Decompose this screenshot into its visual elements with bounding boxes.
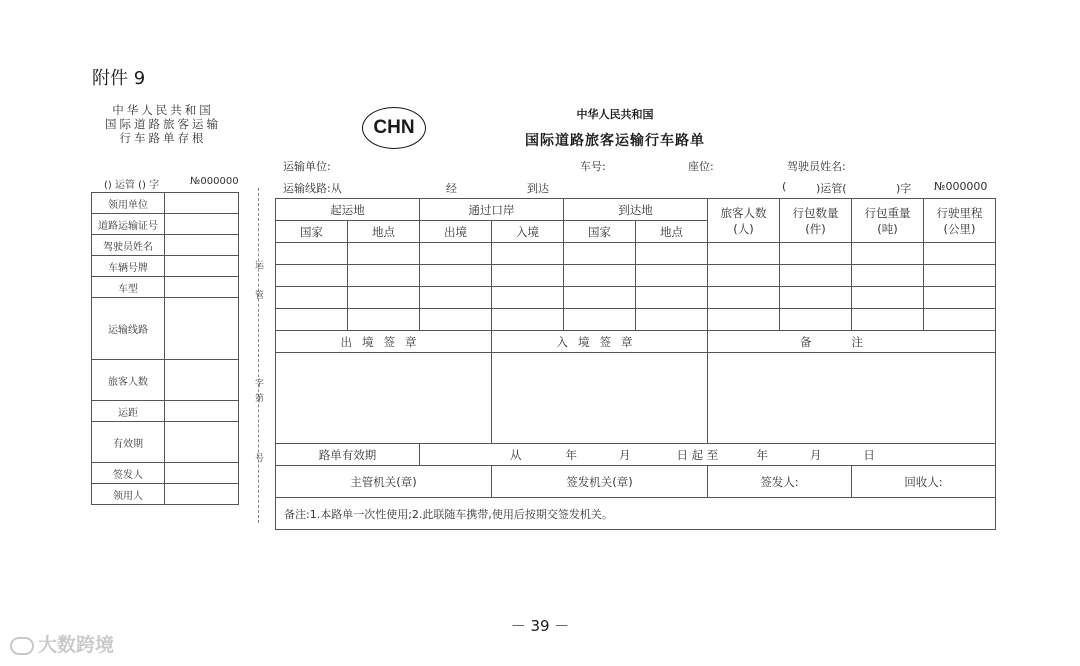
stub-row-label: 驾驶员姓名 xyxy=(92,235,165,256)
header-origin: 起运地 xyxy=(276,199,420,221)
header-passengers-label: 旅客人数 xyxy=(720,205,767,220)
subheader-country: 国家 xyxy=(564,221,636,243)
subheader-country: 国家 xyxy=(276,221,348,243)
to-label: 到达 xyxy=(527,182,549,195)
header-passengers-unit: (人) xyxy=(733,221,754,236)
admin-zi: )字 xyxy=(896,182,912,195)
table-row xyxy=(276,309,996,331)
country-name: 中华人民共和国 xyxy=(576,108,654,121)
vertical-char-yun: 运 xyxy=(255,261,265,271)
remarks-label: 备注 xyxy=(708,331,996,353)
stub-title-line-2: 国际道路旅客运输 xyxy=(105,117,221,131)
subheader-place: 地点 xyxy=(636,221,708,243)
stub-row-label: 车辆号牌 xyxy=(92,256,165,277)
table-row xyxy=(276,243,996,265)
stub-row-value xyxy=(165,360,239,401)
watermark-text: 大数跨境 xyxy=(38,634,115,656)
via-label: 经 xyxy=(446,182,457,195)
page-number: － 39 － xyxy=(510,617,570,635)
stub-row-value xyxy=(165,193,239,214)
validity-month-2: 月 xyxy=(809,447,822,462)
vertical-char-hao: 号 xyxy=(255,454,265,464)
chn-logo: CHN xyxy=(362,107,426,149)
stub-serial-number: №000000 xyxy=(190,176,239,187)
stub-row-value xyxy=(165,463,239,484)
table-row xyxy=(276,287,996,309)
stub-row-label: 车型 xyxy=(92,277,165,298)
attachment-label: 附件 9 xyxy=(92,68,146,89)
header-distance-unit: (公里) xyxy=(943,221,976,236)
validity-day-2: 日 xyxy=(863,447,875,462)
stub-title-line-1: 中华人民共和国 xyxy=(112,103,214,117)
header-bag-weight-label: 行包重量 xyxy=(864,205,911,220)
authority-seal: 主管机关(章) xyxy=(276,466,492,498)
perforation-line xyxy=(258,188,259,523)
vertical-char-zi: 字 xyxy=(255,379,265,389)
validity-day-to: 日 起 至 xyxy=(676,447,719,462)
admin-yunguan: )运管( xyxy=(816,182,847,195)
validity-year-2: 年 xyxy=(756,447,768,462)
exit-seal-area xyxy=(276,353,492,444)
remarks-area xyxy=(708,353,996,444)
header-bag-count-unit: (件) xyxy=(805,221,826,236)
stub-table xyxy=(91,192,239,505)
header-distance-label: 行驶里程 xyxy=(936,205,983,220)
stub-row-value xyxy=(165,422,239,463)
watermark-icon xyxy=(10,637,34,655)
stub-row-label: 道路运输证号 xyxy=(92,214,165,235)
stub-row-value xyxy=(165,235,239,256)
stub-serial-line: () 运管 () 字 xyxy=(104,180,160,191)
subheader-entry: 入境 xyxy=(492,221,564,243)
issuing-authority-seal: 签发机关(章) xyxy=(492,466,708,498)
stub-title xyxy=(88,103,238,145)
header-bag-weight-unit: (吨) xyxy=(877,221,898,236)
validity-value xyxy=(420,444,996,466)
vertical-char-guan: 管 xyxy=(255,291,265,301)
admin-paren-open: ( xyxy=(782,180,787,193)
stub-row-label: 签发人 xyxy=(92,463,165,484)
table-row xyxy=(276,265,996,287)
stub-row-label: 运输线路 xyxy=(92,298,165,360)
waybill-table xyxy=(275,198,996,530)
unit-label: 运输单位: xyxy=(283,160,331,173)
driver-label: 驾驶员姓名: xyxy=(787,160,846,173)
issuer-label: 签发人: xyxy=(708,466,852,498)
stub-row-value xyxy=(165,298,239,360)
validity-month: 月 xyxy=(619,447,631,462)
header-bag-count-label: 行包数量 xyxy=(792,205,839,220)
validity-from: 从 xyxy=(510,447,522,462)
seat-label: 座位: xyxy=(688,160,714,173)
stub-row-label: 运距 xyxy=(92,401,165,422)
header-destination: 到达地 xyxy=(564,199,708,221)
route-label: 运输线路:从 xyxy=(283,182,342,195)
form-title: 国际道路旅客运输行车路单 xyxy=(525,133,705,149)
serial-number: №000000 xyxy=(934,180,988,193)
stub-row-value xyxy=(165,401,239,422)
header-distance xyxy=(924,199,996,243)
stub-row-value xyxy=(165,214,239,235)
validity-label: 路单有效期 xyxy=(276,444,420,466)
stub-row-label: 旅客人数 xyxy=(92,360,165,401)
header-bag-count xyxy=(780,199,852,243)
subheader-place: 地点 xyxy=(348,221,420,243)
stub-row-value xyxy=(165,256,239,277)
subheader-exit: 出境 xyxy=(420,221,492,243)
validity-year: 年 xyxy=(565,447,577,462)
note-text: 备注:1.本路单一次性使用;2.此联随车携带,使用后按期交签发机关。 xyxy=(276,498,996,530)
stub-row-value xyxy=(165,484,239,505)
stub-title-line-3: 行车路单存根 xyxy=(119,131,207,145)
car-no-label: 车号: xyxy=(580,160,606,173)
header-bag-weight xyxy=(852,199,924,243)
stub-row-label: 有效期 xyxy=(92,422,165,463)
header-port: 通过口岸 xyxy=(420,199,564,221)
exit-seal-label: 出境签章 xyxy=(276,331,492,353)
receiver-label: 回收人: xyxy=(852,466,996,498)
entry-seal-area xyxy=(492,353,708,444)
stub-row-label: 领用人 xyxy=(92,484,165,505)
stub-row-label: 领用单位 xyxy=(92,193,165,214)
watermark xyxy=(10,630,114,657)
entry-seal-label: 入境签章 xyxy=(492,331,708,353)
stub-row-value xyxy=(165,277,239,298)
header-passengers xyxy=(708,199,780,243)
vertical-char-di: 第 xyxy=(255,394,265,404)
